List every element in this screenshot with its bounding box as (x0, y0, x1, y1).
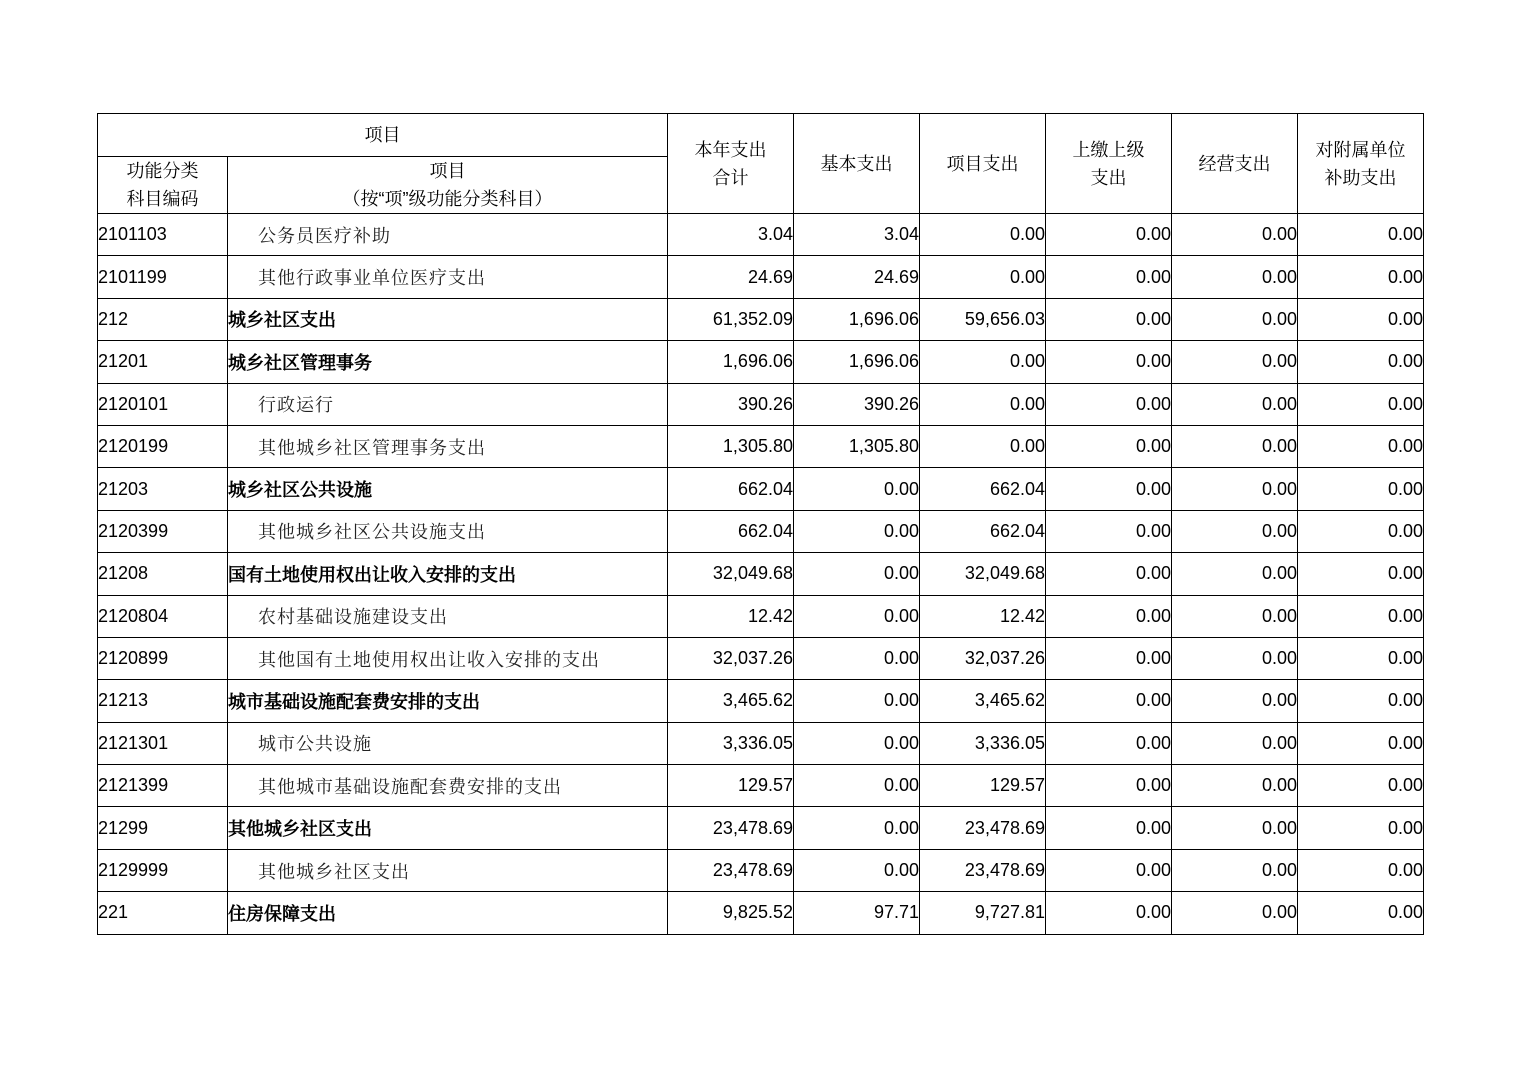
cell-subsidy: 0.00 (1298, 425, 1424, 467)
cell-project: 12.42 (920, 595, 1046, 637)
cell-code: 2120899 (98, 637, 228, 679)
cell-project: 32,049.68 (920, 553, 1046, 595)
header-code-line1: 功能分类 (126, 161, 199, 181)
cell-code: 2120399 (98, 510, 228, 552)
cell-upper: 0.00 (1046, 680, 1172, 722)
cell-upper: 0.00 (1046, 892, 1172, 934)
cell-name: 城市基础设施配套费安排的支出 (228, 680, 668, 722)
cell-name: 行政运行 (228, 383, 668, 425)
cell-total: 129.57 (668, 765, 794, 807)
cell-project: 0.00 (920, 425, 1046, 467)
cell-project: 9,727.81 (920, 892, 1046, 934)
header-subsidy-line2: 补助支出 (1324, 167, 1397, 188)
cell-code: 2121301 (98, 722, 228, 764)
header-total-line1: 本年支出 (694, 139, 767, 160)
header-code-line2: 科目编码 (126, 189, 199, 209)
cell-business: 0.00 (1172, 468, 1298, 510)
cell-total: 9,825.52 (668, 892, 794, 934)
header-business: 经营支出 (1172, 114, 1298, 214)
table-row (98, 637, 1424, 679)
cell-total: 390.26 (668, 383, 794, 425)
header-upper-line1: 上缴上级 (1072, 139, 1145, 160)
cell-code: 21213 (98, 680, 228, 722)
cell-basic: 0.00 (794, 765, 920, 807)
header-upper (1046, 114, 1172, 214)
table-row (98, 214, 1424, 256)
cell-total: 1,305.80 (668, 425, 794, 467)
cell-basic: 1,696.06 (794, 341, 920, 383)
cell-total: 1,696.06 (668, 341, 794, 383)
cell-name: 城乡社区公共设施 (228, 468, 668, 510)
cell-basic: 1,305.80 (794, 425, 920, 467)
table-row (98, 892, 1424, 934)
cell-project: 0.00 (920, 383, 1046, 425)
cell-name: 城乡社区管理事务 (228, 341, 668, 383)
header-subsidy-line1: 对附属单位 (1315, 139, 1406, 160)
cell-project: 59,656.03 (920, 298, 1046, 340)
cell-subsidy: 0.00 (1298, 765, 1424, 807)
cell-basic: 0.00 (794, 553, 920, 595)
table-row (98, 298, 1424, 340)
cell-code: 212 (98, 298, 228, 340)
cell-project: 3,465.62 (920, 680, 1046, 722)
header-subsidy (1298, 114, 1424, 214)
cell-code: 2121399 (98, 765, 228, 807)
cell-subsidy: 0.00 (1298, 680, 1424, 722)
cell-upper: 0.00 (1046, 637, 1172, 679)
cell-basic: 0.00 (794, 722, 920, 764)
cell-code: 2120199 (98, 425, 228, 467)
cell-name: 国有土地使用权出让收入安排的支出 (228, 553, 668, 595)
cell-name: 城乡社区支出 (228, 298, 668, 340)
cell-business: 0.00 (1172, 765, 1298, 807)
cell-subsidy: 0.00 (1298, 510, 1424, 552)
table-row (98, 425, 1424, 467)
cell-business: 0.00 (1172, 680, 1298, 722)
cell-subsidy: 0.00 (1298, 383, 1424, 425)
cell-business: 0.00 (1172, 214, 1298, 256)
cell-project: 662.04 (920, 468, 1046, 510)
table-row (98, 849, 1424, 891)
cell-subsidy: 0.00 (1298, 595, 1424, 637)
cell-upper: 0.00 (1046, 256, 1172, 298)
cell-project: 32,037.26 (920, 637, 1046, 679)
cell-total: 3.04 (668, 214, 794, 256)
cell-code: 21201 (98, 341, 228, 383)
cell-basic: 0.00 (794, 468, 920, 510)
cell-total: 61,352.09 (668, 298, 794, 340)
cell-total: 3,465.62 (668, 680, 794, 722)
cell-subsidy: 0.00 (1298, 341, 1424, 383)
cell-basic: 0.00 (794, 637, 920, 679)
cell-upper: 0.00 (1046, 765, 1172, 807)
cell-code: 2101103 (98, 214, 228, 256)
cell-project: 0.00 (920, 256, 1046, 298)
cell-subsidy: 0.00 (1298, 256, 1424, 298)
cell-subsidy: 0.00 (1298, 553, 1424, 595)
cell-total: 12.42 (668, 595, 794, 637)
table-body (98, 214, 1424, 935)
cell-project: 23,478.69 (920, 849, 1046, 891)
cell-upper: 0.00 (1046, 425, 1172, 467)
cell-subsidy: 0.00 (1298, 892, 1424, 934)
cell-name: 其他行政事业单位医疗支出 (228, 256, 668, 298)
cell-basic: 0.00 (794, 807, 920, 849)
cell-total: 662.04 (668, 510, 794, 552)
cell-code: 21208 (98, 553, 228, 595)
table-row (98, 383, 1424, 425)
table-row (98, 765, 1424, 807)
cell-project: 3,336.05 (920, 722, 1046, 764)
cell-business: 0.00 (1172, 637, 1298, 679)
table-row (98, 680, 1424, 722)
cell-name: 其他城乡社区公共设施支出 (228, 510, 668, 552)
header-name (228, 157, 668, 214)
cell-code: 21299 (98, 807, 228, 849)
cell-project: 129.57 (920, 765, 1046, 807)
cell-name: 其他城乡社区支出 (228, 849, 668, 891)
cell-basic: 24.69 (794, 256, 920, 298)
cell-basic: 390.26 (794, 383, 920, 425)
table-row (98, 468, 1424, 510)
cell-business: 0.00 (1172, 256, 1298, 298)
cell-project: 662.04 (920, 510, 1046, 552)
table-header (98, 114, 1424, 214)
cell-business: 0.00 (1172, 595, 1298, 637)
cell-code: 221 (98, 892, 228, 934)
cell-total: 32,049.68 (668, 553, 794, 595)
cell-total: 3,336.05 (668, 722, 794, 764)
table-row (98, 341, 1424, 383)
cell-business: 0.00 (1172, 510, 1298, 552)
cell-business: 0.00 (1172, 807, 1298, 849)
cell-name: 其他国有土地使用权出让收入安排的支出 (228, 637, 668, 679)
cell-basic: 3.04 (794, 214, 920, 256)
cell-code: 2129999 (98, 849, 228, 891)
cell-business: 0.00 (1172, 892, 1298, 934)
cell-basic: 0.00 (794, 510, 920, 552)
cell-subsidy: 0.00 (1298, 637, 1424, 679)
cell-basic: 0.00 (794, 595, 920, 637)
cell-upper: 0.00 (1046, 341, 1172, 383)
cell-code: 2120101 (98, 383, 228, 425)
header-total-line2: 合计 (712, 167, 749, 188)
cell-business: 0.00 (1172, 383, 1298, 425)
cell-name: 住房保障支出 (228, 892, 668, 934)
header-name-line1: 项目 (429, 161, 466, 181)
cell-project: 0.00 (920, 341, 1046, 383)
expenditure-table (97, 113, 1424, 935)
cell-total: 23,478.69 (668, 849, 794, 891)
cell-basic: 0.00 (794, 849, 920, 891)
cell-upper: 0.00 (1046, 468, 1172, 510)
cell-upper: 0.00 (1046, 722, 1172, 764)
table-row (98, 256, 1424, 298)
cell-upper: 0.00 (1046, 510, 1172, 552)
header-project: 项目支出 (920, 114, 1046, 214)
cell-name: 其他城乡社区管理事务支出 (228, 425, 668, 467)
header-project-group: 项目 (98, 114, 668, 157)
cell-code: 2101199 (98, 256, 228, 298)
cell-business: 0.00 (1172, 722, 1298, 764)
cell-upper: 0.00 (1046, 807, 1172, 849)
cell-business: 0.00 (1172, 849, 1298, 891)
cell-name: 其他城乡社区支出 (228, 807, 668, 849)
cell-basic: 0.00 (794, 680, 920, 722)
cell-name: 农村基础设施建设支出 (228, 595, 668, 637)
cell-subsidy: 0.00 (1298, 807, 1424, 849)
cell-total: 662.04 (668, 468, 794, 510)
cell-upper: 0.00 (1046, 214, 1172, 256)
cell-subsidy: 0.00 (1298, 214, 1424, 256)
header-code (98, 157, 228, 214)
table-row (98, 807, 1424, 849)
header-upper-line2: 支出 (1090, 167, 1127, 188)
cell-business: 0.00 (1172, 425, 1298, 467)
cell-code: 2120804 (98, 595, 228, 637)
cell-basic: 97.71 (794, 892, 920, 934)
table-row (98, 553, 1424, 595)
cell-code: 21203 (98, 468, 228, 510)
table-row (98, 510, 1424, 552)
cell-name: 城市公共设施 (228, 722, 668, 764)
cell-name: 其他城市基础设施配套费安排的支出 (228, 765, 668, 807)
cell-project: 0.00 (920, 214, 1046, 256)
cell-upper: 0.00 (1046, 298, 1172, 340)
header-name-line2: （按“项”级功能分类科目） (342, 189, 553, 209)
cell-name: 公务员医疗补助 (228, 214, 668, 256)
cell-total: 32,037.26 (668, 637, 794, 679)
table-row (98, 595, 1424, 637)
cell-business: 0.00 (1172, 298, 1298, 340)
cell-subsidy: 0.00 (1298, 298, 1424, 340)
cell-subsidy: 0.00 (1298, 468, 1424, 510)
cell-subsidy: 0.00 (1298, 849, 1424, 891)
cell-total: 24.69 (668, 256, 794, 298)
cell-subsidy: 0.00 (1298, 722, 1424, 764)
cell-upper: 0.00 (1046, 553, 1172, 595)
cell-upper: 0.00 (1046, 383, 1172, 425)
cell-project: 23,478.69 (920, 807, 1046, 849)
cell-business: 0.00 (1172, 341, 1298, 383)
cell-business: 0.00 (1172, 553, 1298, 595)
table-row (98, 722, 1424, 764)
cell-total: 23,478.69 (668, 807, 794, 849)
cell-basic: 1,696.06 (794, 298, 920, 340)
header-basic: 基本支出 (794, 114, 920, 214)
cell-upper: 0.00 (1046, 595, 1172, 637)
header-total (668, 114, 794, 214)
cell-upper: 0.00 (1046, 849, 1172, 891)
